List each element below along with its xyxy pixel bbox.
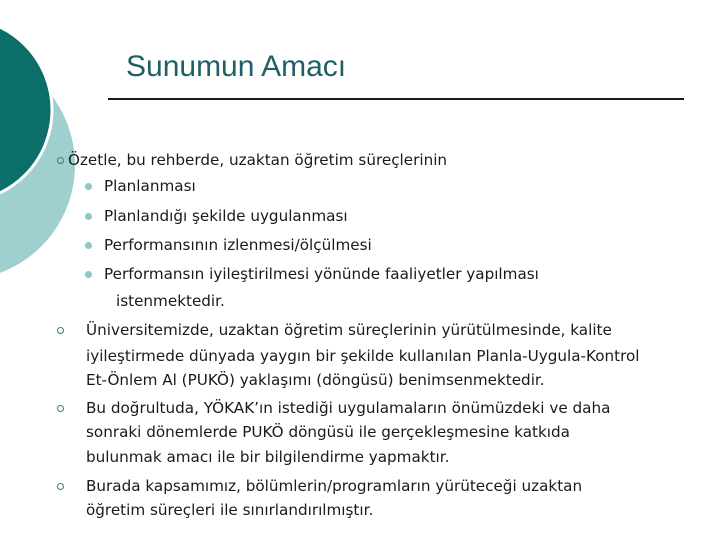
slide-title: Sunumun Amacı [126, 50, 347, 83]
filled-bullet-icon [85, 242, 92, 249]
sub-bullet-text: Planlanması [104, 177, 196, 195]
bullet-text: sonraki dönemlerde PUKÖ döngüsü ile gerçekleşmesine katkıda [86, 423, 570, 441]
bullet-text: Et-Önlem Al (PUKÖ) yaklaşımı (döngüsü) benimsenmektedir. [86, 371, 545, 389]
sub-bullet-text: Planlandığı şekilde uygulanması [104, 207, 348, 225]
hollow-bullet-icon [57, 405, 64, 412]
hollow-bullet-icon [57, 483, 64, 490]
bullet-text: Özetle, bu rehberde, uzaktan öğretim süreçlerinin [68, 151, 448, 169]
bullet-text: Üniversitemizde, uzaktan öğretim süreçlerinin yürütülmesinde, kalite [86, 321, 612, 339]
bullet-text: Burada kapsamımız, bölümlerin/programların yürüteceği uzaktan [86, 477, 583, 495]
sub-bullet-text: Performansının izlenmesi/ölçülmesi [104, 236, 372, 254]
hollow-bullet-icon [57, 327, 64, 334]
bullet-text: öğretim süreçleri ile sınırlandırılmıştır. [86, 501, 374, 519]
sub-bullet-text: Performansın iyileştirilmesi yönünde faaliyetler yapılması [104, 265, 539, 283]
bullet-text: Bu doğrultuda, YÖKAK’ın istediği uygulamaların önümüzdeki ve daha [86, 399, 611, 417]
sub-bullet-text: istenmektedir. [116, 292, 225, 310]
hollow-bullet-icon [57, 157, 64, 164]
bullet-text: iyileştirmede dünyada yaygın bir şekilde kullanılan Planla-Uygula-Kontrol [86, 347, 640, 365]
filled-bullet-icon [85, 183, 92, 190]
filled-bullet-icon [85, 271, 92, 278]
filled-bullet-icon [85, 213, 92, 220]
bullet-text: bulunmak amacı ile bir bilgilendirme yapmaktır. [86, 448, 450, 466]
